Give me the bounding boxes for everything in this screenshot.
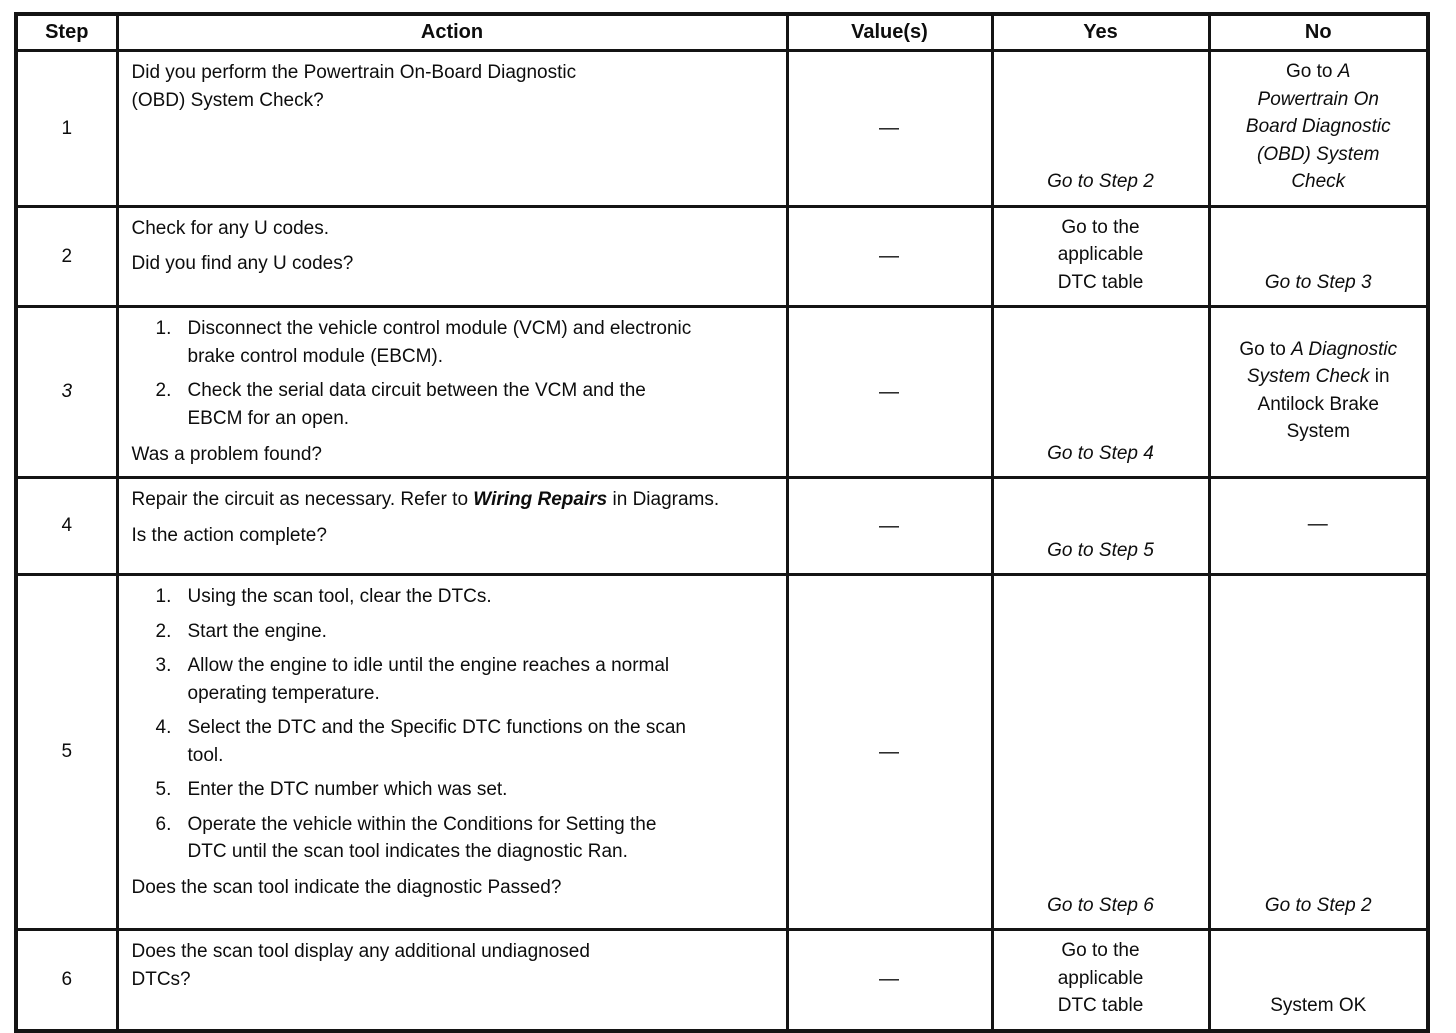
list-item-number: 6. xyxy=(155,813,172,835)
no-value-dash: — xyxy=(879,245,900,268)
list-item-number: 2. xyxy=(155,380,172,402)
action-question: Does the scan tool indicate the diagnostic Passed? xyxy=(131,877,562,899)
action-text: Did you perform the Powertrain On-Board Diagnostic (OBD) System Check? xyxy=(131,62,577,111)
step-number: 3 xyxy=(61,381,73,403)
list-item-text: Check the serial data circuit between the VCM and the EBCM for an open. xyxy=(187,380,646,430)
yes-goto-text: Go to Step 6 xyxy=(1047,894,1154,916)
no-action-dash: — xyxy=(1307,513,1329,536)
no-cell xyxy=(1209,307,1428,478)
action-list-item xyxy=(132,583,776,611)
no-goto-text xyxy=(1239,58,1397,196)
action-question: Is the action complete? xyxy=(131,524,327,546)
action-cell xyxy=(117,206,787,307)
list-item-text: Enter the DTC number which was set. xyxy=(187,779,508,801)
action-list-item xyxy=(132,714,776,769)
column-header-yes: Yes xyxy=(992,14,1209,51)
values-cell xyxy=(787,930,992,1031)
values-cell xyxy=(787,478,992,575)
no-cell xyxy=(1209,51,1428,207)
action-text: Does the scan tool display any additional undiagnosed DTCs? xyxy=(131,941,590,990)
list-item-text: Using the scan tool, clear the DTCs. xyxy=(187,586,492,608)
values-cell xyxy=(787,51,992,207)
list-item-number: 2. xyxy=(155,620,172,642)
no-goto-text xyxy=(1239,336,1397,446)
no-value-dash: — xyxy=(879,116,900,139)
action-cell xyxy=(117,930,787,1031)
yes-goto-text: Go to the applicable DTC table xyxy=(1057,940,1144,1017)
action-list-item xyxy=(132,652,776,707)
list-item-text: Allow the engine to idle until the engine reaches a normal operating temperature. xyxy=(187,655,670,704)
list-item-text: Start the engine. xyxy=(187,620,327,642)
action-text xyxy=(132,486,776,514)
no-goto-text: Go to Step 3 xyxy=(1264,271,1372,293)
column-header-values: Value(s) xyxy=(787,14,992,51)
no-cell xyxy=(1209,930,1428,1031)
diagnostic-table xyxy=(14,12,1430,1033)
no-value-dash: — xyxy=(879,380,900,403)
header-row xyxy=(16,14,1428,51)
step-cell: 6 xyxy=(16,930,117,1031)
table-row xyxy=(16,307,1428,478)
no-value-dash: — xyxy=(879,968,900,991)
yes-goto-text: Go to Step 4 xyxy=(1047,442,1154,464)
no-cell xyxy=(1209,575,1428,930)
no-value-dash: — xyxy=(879,740,900,763)
no-cell xyxy=(1209,206,1428,307)
action-cell xyxy=(117,51,787,207)
step-cell: 4 xyxy=(16,478,117,575)
values-cell xyxy=(787,307,992,478)
step-cell: 2 xyxy=(16,206,117,307)
action-list-item xyxy=(132,776,776,804)
action-text: Check for any U codes. xyxy=(131,217,329,239)
yes-cell xyxy=(992,575,1209,930)
list-item-text: Operate the vehicle within the Conditions for Setting the DTC until the scan tool indicates the diagnostic Ran. xyxy=(187,813,657,863)
goto-prefix: Go to xyxy=(1286,61,1338,82)
action-list-item xyxy=(132,811,776,866)
goto-reference: A Powertrain On Board Diagnostic (OBD) System Check xyxy=(1245,61,1391,193)
list-item-number: 3. xyxy=(155,655,172,677)
list-item-number: 4. xyxy=(155,717,172,739)
table-row xyxy=(16,478,1428,575)
values-cell xyxy=(787,575,992,930)
goto-suffix: in Antilock Brake System xyxy=(1257,366,1390,443)
goto-prefix: Go to xyxy=(1239,338,1292,360)
no-value-dash: — xyxy=(879,514,900,537)
list-item-number: 1. xyxy=(155,586,172,608)
action-cell xyxy=(117,575,787,930)
action-list-item xyxy=(132,315,776,370)
list-item-number: 5. xyxy=(155,779,172,801)
yes-cell xyxy=(992,206,1209,307)
yes-goto-text: Go to Step 2 xyxy=(1047,171,1154,193)
table-row xyxy=(16,575,1428,930)
action-question: Was a problem found? xyxy=(131,443,322,465)
column-header-action: Action xyxy=(117,14,787,51)
goto-reference: A Diagnostic System Check xyxy=(1246,338,1398,388)
table-row xyxy=(16,206,1428,307)
list-item-text: Select the DTC and the Specific DTC functions on the scan tool. xyxy=(187,717,686,766)
list-item-number: 1. xyxy=(155,318,172,340)
yes-cell xyxy=(992,51,1209,207)
step-cell: 5 xyxy=(16,575,117,930)
yes-cell xyxy=(992,307,1209,478)
yes-goto-text: Go to the applicable DTC table xyxy=(1057,216,1144,293)
values-cell xyxy=(787,206,992,307)
action-text-segment: Repair the circuit as necessary. Refer to xyxy=(131,489,474,511)
no-cell xyxy=(1209,478,1428,575)
action-cell xyxy=(117,478,787,575)
yes-goto-text: Go to Step 5 xyxy=(1047,539,1154,561)
column-header-step: Step xyxy=(16,14,117,51)
list-item-text: Disconnect the vehicle control module (VCM) and electronic brake control module (EBCM). xyxy=(187,318,692,367)
column-header-no: No xyxy=(1209,14,1428,51)
action-cell xyxy=(117,307,787,478)
action-question: Did you find any U codes? xyxy=(131,253,354,275)
action-text-segment: in Diagrams. xyxy=(607,489,720,511)
no-result-text: System OK xyxy=(1270,995,1367,1017)
yes-cell xyxy=(992,478,1209,575)
step-cell: 1 xyxy=(16,51,117,207)
action-list-item xyxy=(132,377,776,432)
action-list-item xyxy=(132,618,776,646)
no-goto-text: Go to Step 2 xyxy=(1264,894,1372,916)
table-row xyxy=(16,930,1428,1031)
yes-cell xyxy=(992,930,1209,1031)
step-cell xyxy=(16,307,117,478)
action-reference: Wiring Repairs xyxy=(473,489,608,511)
table-row xyxy=(16,51,1428,207)
